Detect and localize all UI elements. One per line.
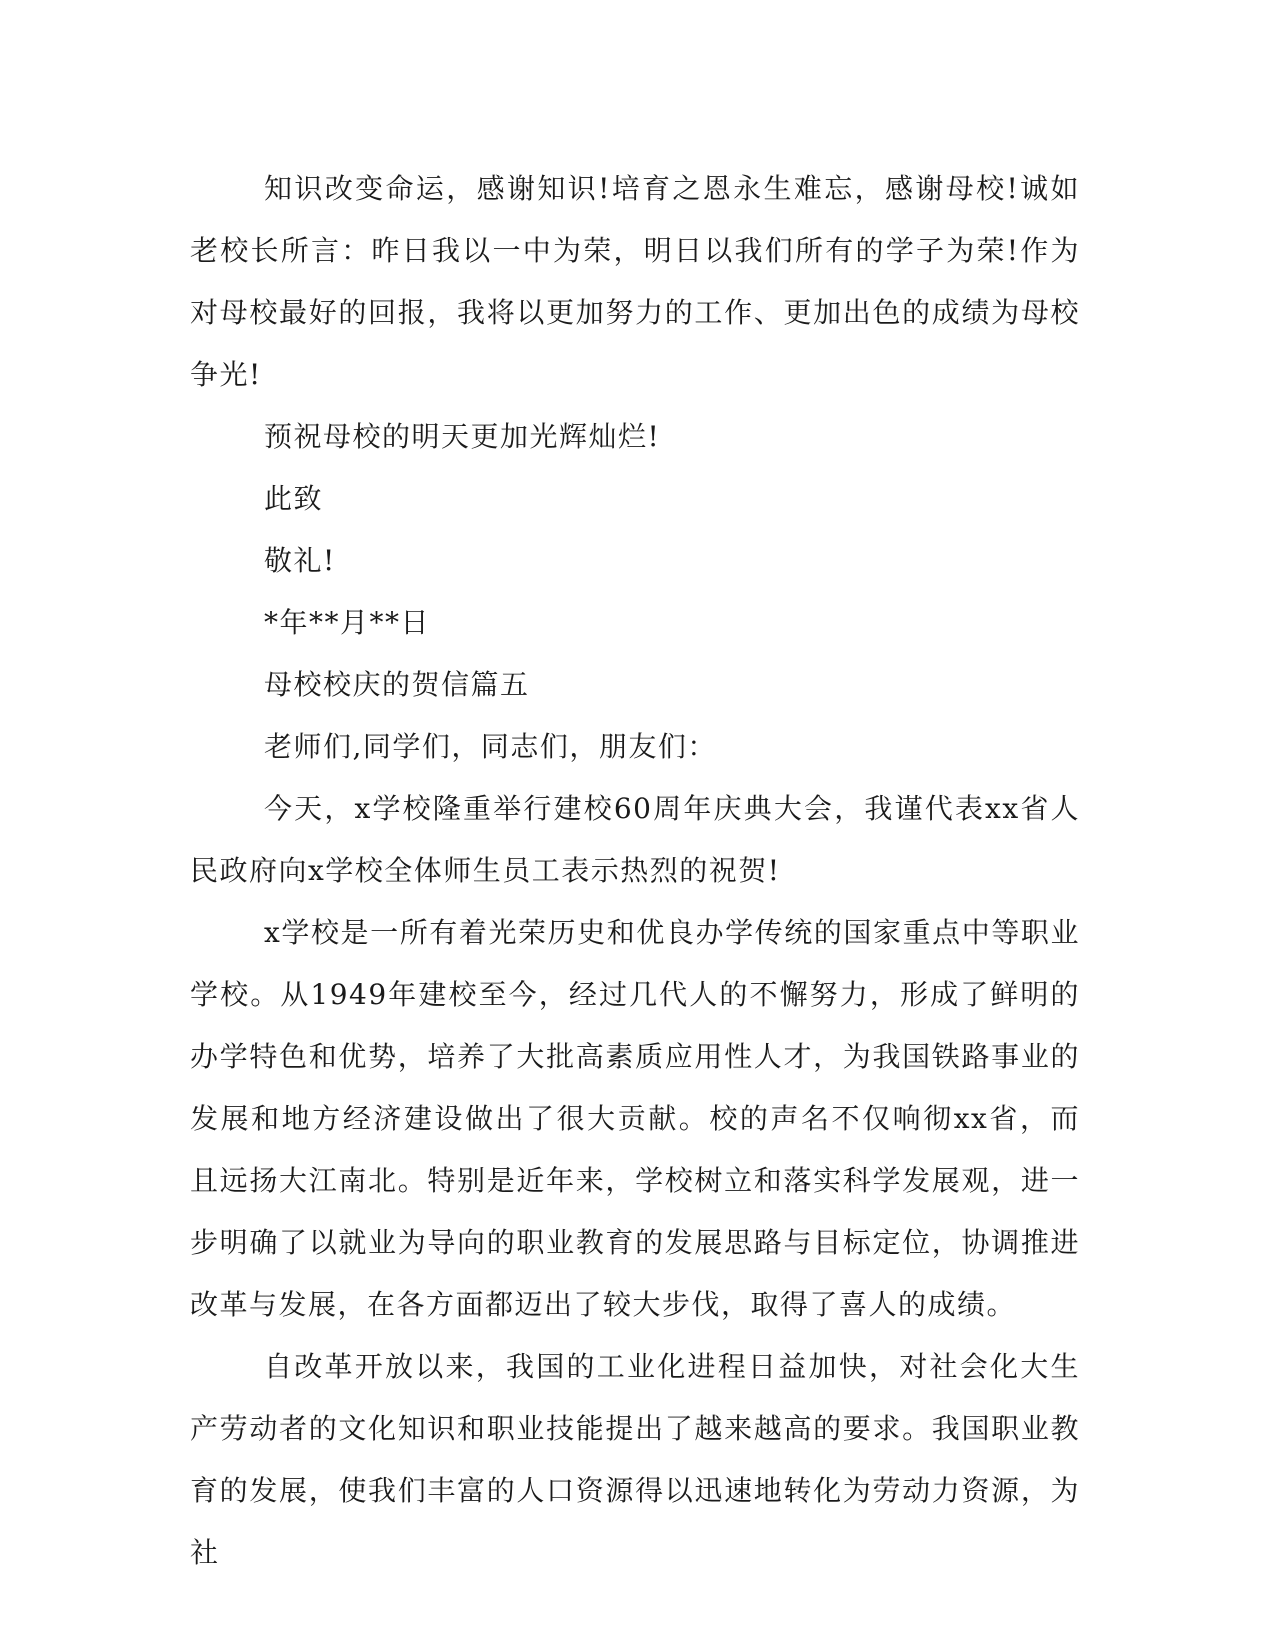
paragraph-gratitude: 知识改变命运，感谢知识!培育之恩永生难忘，感谢母校!诚如老校长所言：昨日我以一中为荣，明日以我们所有的学子为荣!作为对母校最好的回报，我将以更加努力的工作、更加出色的成绩为母校争光! — [190, 172, 1080, 391]
section-title: 母校校庆的贺信篇五 — [264, 668, 530, 701]
paragraph-history: x学校是一所有着光荣历史和优良办学传统的国家重点中等职业学校。从1949年建校至今，经过几代人的不懈努力，形成了鲜明的办学特色和优势，培养了大批高素质应用性人才，为我国铁路事业的发展和地方经济建设做出了很大贡献。校的声名不仅响彻xx省，而且远扬大江南北。特别是近年来，学校树立和落实科学发展观，进一步明确了以就业为导向的职业教育的发展思路与目标定位，协调推进改革与发展，在各方面都迈出了较大步伐，取得了喜人的成绩。 — [190, 916, 1080, 1321]
paragraph-wish: 预祝母校的明天更加光辉灿烂! — [264, 420, 661, 453]
greeting: 老师们,同学们，同志们，朋友们： — [264, 730, 717, 763]
date-line: *年**月**日 — [264, 606, 431, 639]
document-body — [190, 158, 1080, 1584]
paragraph-reform: 自改革开放以来，我国的工业化进程日益加快，对社会化大生产劳动者的文化知识和职业技能提出了越来越高的要求。我国职业教育的发展，使我们丰富的人口资源得以迅速地转化为劳动力资源，为社 — [190, 1350, 1080, 1569]
closing-respect: 敬礼! — [264, 544, 336, 577]
closing-salutation: 此致 — [264, 482, 324, 515]
paragraph-celebration: 今天，x学校隆重举行建校60周年庆典大会，我谨代表xx省人民政府向x学校全体师生员工表示热烈的祝贺! — [190, 792, 1080, 887]
